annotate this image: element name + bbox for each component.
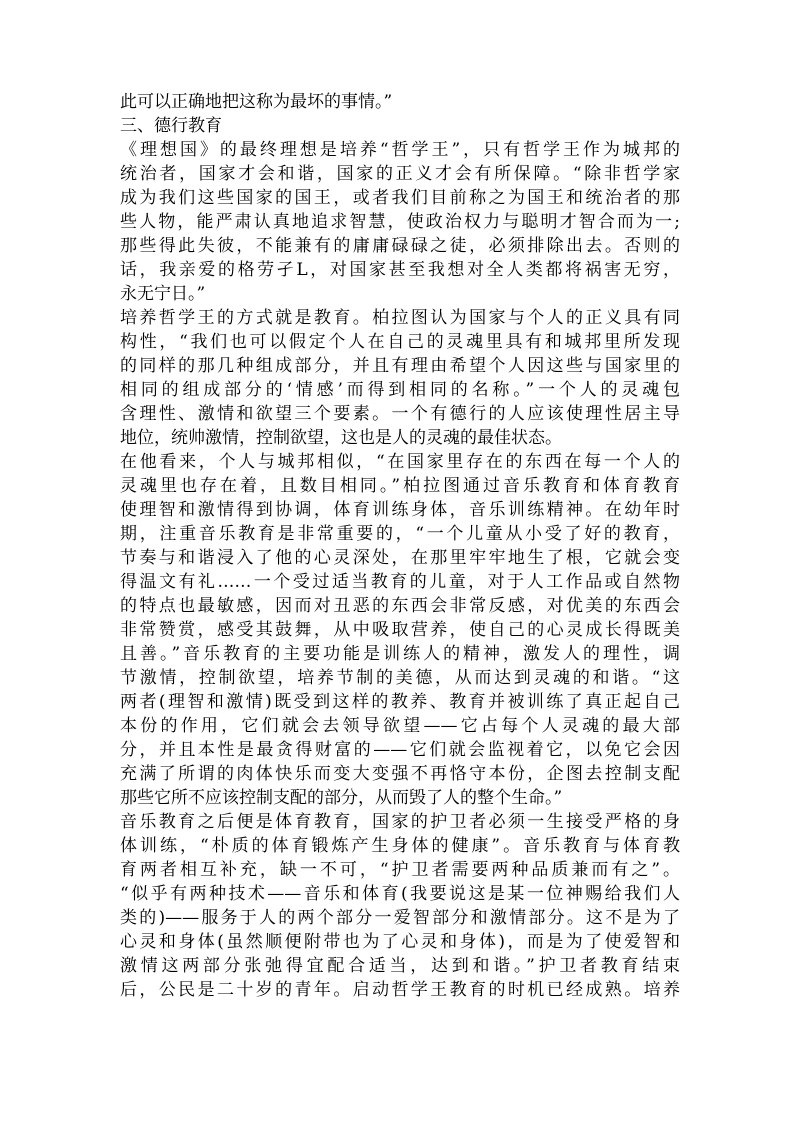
text-line: 育两者相互补充，缺一不可，“护卫者需要两种品质兼而有之”。 (120, 860, 680, 880)
text-line: 后，公民是二十岁的青年。启动哲学王教育的时机已经成熟。培养 (120, 980, 680, 1000)
text-line: 话，我亲爱的格劳孑L，对国家甚至我想对全人类都将祸害无穷， (120, 260, 680, 280)
text-line: 激情这两部分张弛得宜配合适当，达到和谐。”护卫者教育结束 (120, 956, 680, 976)
text-line: 些人物，能严肃认真地追求智慧，使政治权力与聪明才智合而为一; (120, 212, 680, 232)
text-line: 非常赞赏，感受其鼓舞，从中吸取营养，使自己的心灵成长得既美 (120, 620, 680, 640)
text-line: “似乎有两种技术——音乐和体育(我要说这是某一位神赐给我们人 (120, 884, 680, 904)
text-line: 统治者，国家才会和谐，国家的正义才会有所保障。“除非哲学家 (120, 164, 680, 184)
text-line: 《理想国》的最终理想是培养“哲学王”，只有哲学王作为城邦的 (120, 140, 680, 160)
text-line: 节激情，控制欲望，培养节制的美德，从而达到灵魂的和谐。“这 (120, 668, 680, 688)
text-line: 期，注重音乐教育是非常重要的，“一个儿童从小受了好的教育， (120, 524, 680, 544)
text-line: 使理智和激情得到协调，体育训练身体，音乐训练精神。在幼年时 (120, 500, 680, 520)
document-body (120, 90, 680, 1002)
text-line: 那些得此失彼，不能兼有的庸庸碌碌之徒，必须排除出去。否则的 (120, 236, 680, 256)
text-line: 音乐教育之后便是体育教育，国家的护卫者必须一生接受严格的身 (120, 812, 680, 832)
text-line: 体训练，“朴质的体育锻炼产生身体的健康”。音乐教育与体育教 (120, 836, 680, 856)
text-line: 分，并且本性是最贪得财富的——它们就会监视着它，以免它会因 (120, 740, 680, 760)
text-line: 永无宁日。” (120, 284, 206, 304)
text-line: 在他看来，个人与城邦相似，“在国家里存在的东西在每一个人的 (120, 452, 680, 472)
text-line: 类的)——服务于人的两个部分一爱智部分和激情部分。这不是为了 (120, 908, 680, 928)
section-heading: 三、德行教育 (120, 116, 222, 136)
text-line: 且善。”音乐教育的主要功能是训练人的精神，激发人的理性，调 (120, 644, 680, 664)
text-line: 培养哲学王的方式就是教育。柏拉图认为国家与个人的正义具有同 (120, 308, 680, 328)
text-line: 本份的作用，它们就会去领导欲望——它占每个人灵魂的最大部 (120, 716, 680, 736)
text-line: 充满了所谓的肉体快乐而变大变强不再恪守本份，企图去控制支配 (120, 764, 680, 784)
text-line: 两者(理智和激情)既受到这样的教养、教育并被训练了真正起自己 (120, 692, 680, 712)
text-line: 地位，统帅激情，控制欲望，这也是人的灵魂的最佳状态。 (120, 428, 562, 448)
text-line: 成为我们这些国家的国王，或者我们目前称之为国王和统治者的那 (120, 188, 680, 208)
text-line: 节奏与和谐浸入了他的心灵深处，在那里牢牢地生了根，它就会变 (120, 548, 680, 568)
text-line: 那些它所不应该控制支配的部分，从而毁了人的整个生命。” (120, 788, 563, 808)
text-line: 相同的组成部分的‘情感’而得到相同的名称。”一个人的灵魂包 (120, 380, 680, 400)
text-line: 的特点也最敏感，因而对丑恶的东西会非常反感，对优美的东西会 (120, 596, 680, 616)
text-line: 构性，“我们也可以假定个人在自己的灵魂里具有和城邦里所发现 (120, 332, 680, 352)
text-line: 的同样的那几种组成部分，并且有理由希望个人因这些与国家里的 (120, 356, 680, 376)
text-line: 得温文有礼……一个受过适当教育的儿童，对于人工作品或自然物 (120, 572, 680, 592)
text-line: 此可以正确地把这称为最坏的事情。” (120, 92, 393, 112)
text-line: 灵魂里也存在着，且数目相同。”柏拉图通过音乐教育和体育教育 (120, 476, 680, 496)
text-line: 含理性、激情和欲望三个要素。一个有德行的人应该使理性居主导 (120, 404, 680, 424)
text-line: 心灵和身体(虽然顺便附带也为了心灵和身体)，而是为了使爱智和 (120, 932, 680, 952)
